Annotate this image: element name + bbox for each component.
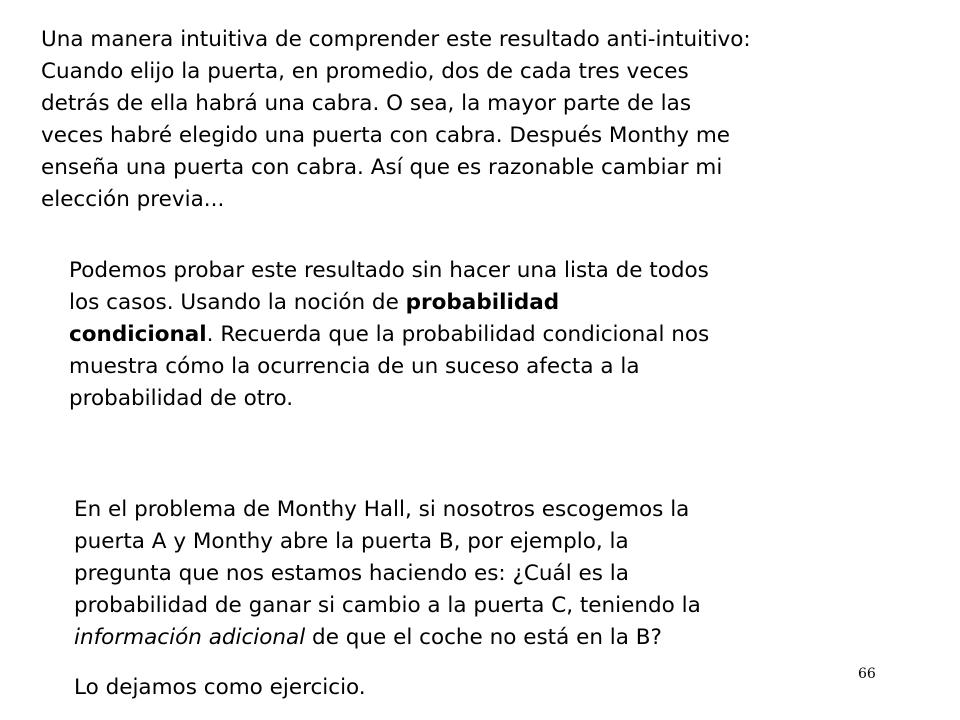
monty-hall-question-paragraph bbox=[74, 494, 874, 654]
conditional-probability-paragraph bbox=[69, 255, 869, 415]
exercise-note: Lo dejamos como ejercicio. bbox=[74, 675, 366, 700]
intro-line: veces habré elegido una puerta con cabra. Después Monthy me bbox=[41, 123, 731, 148]
intro-line: enseña una puerta con cabra. Así que es razonable cambiar mi bbox=[41, 155, 723, 180]
paragraph-line: probabilidad de ganar si cambio a la puerta C, teniendo la bbox=[74, 593, 701, 618]
italic-term: información adicional bbox=[74, 625, 306, 650]
paragraph-line bbox=[69, 319, 869, 351]
paragraph-line: probabilidad de otro. bbox=[69, 386, 294, 411]
intro-paragraph bbox=[41, 24, 941, 216]
intro-line: detrás de ella habrá una cabra. O sea, la mayor parte de las bbox=[41, 91, 692, 116]
bold-term: condicional bbox=[69, 322, 207, 347]
bold-term: probabilidad bbox=[405, 290, 560, 315]
paragraph-line bbox=[74, 622, 874, 654]
text-segment: los casos. Usando la noción de bbox=[69, 290, 406, 315]
paragraph-line: Podemos probar este resultado sin hacer una lista de todos bbox=[69, 258, 709, 283]
paragraph-line: En el problema de Monthy Hall, si nosotros escogemos la bbox=[74, 497, 690, 522]
text-segment: de que el coche no está en la B? bbox=[305, 625, 662, 650]
paragraph-line: pregunta que nos estamos haciendo es: ¿Cuál es la bbox=[74, 561, 629, 586]
paragraph-line: muestra cómo la ocurrencia de un suceso afecta a la bbox=[69, 354, 640, 379]
paragraph-line bbox=[69, 287, 869, 319]
intro-line: Cuando elijo la puerta, en promedio, dos de cada tres veces bbox=[41, 59, 689, 84]
text-segment: . Recuerda que la probabilidad condicional nos bbox=[206, 322, 710, 347]
page-number: 66 bbox=[858, 666, 876, 682]
intro-line: elección previa... bbox=[41, 187, 225, 212]
paragraph-line: puerta A y Monthy abre la puerta B, por ejemplo, la bbox=[74, 529, 629, 554]
intro-line: Una manera intuitiva de comprender este resultado anti-intuitivo: bbox=[41, 27, 751, 52]
